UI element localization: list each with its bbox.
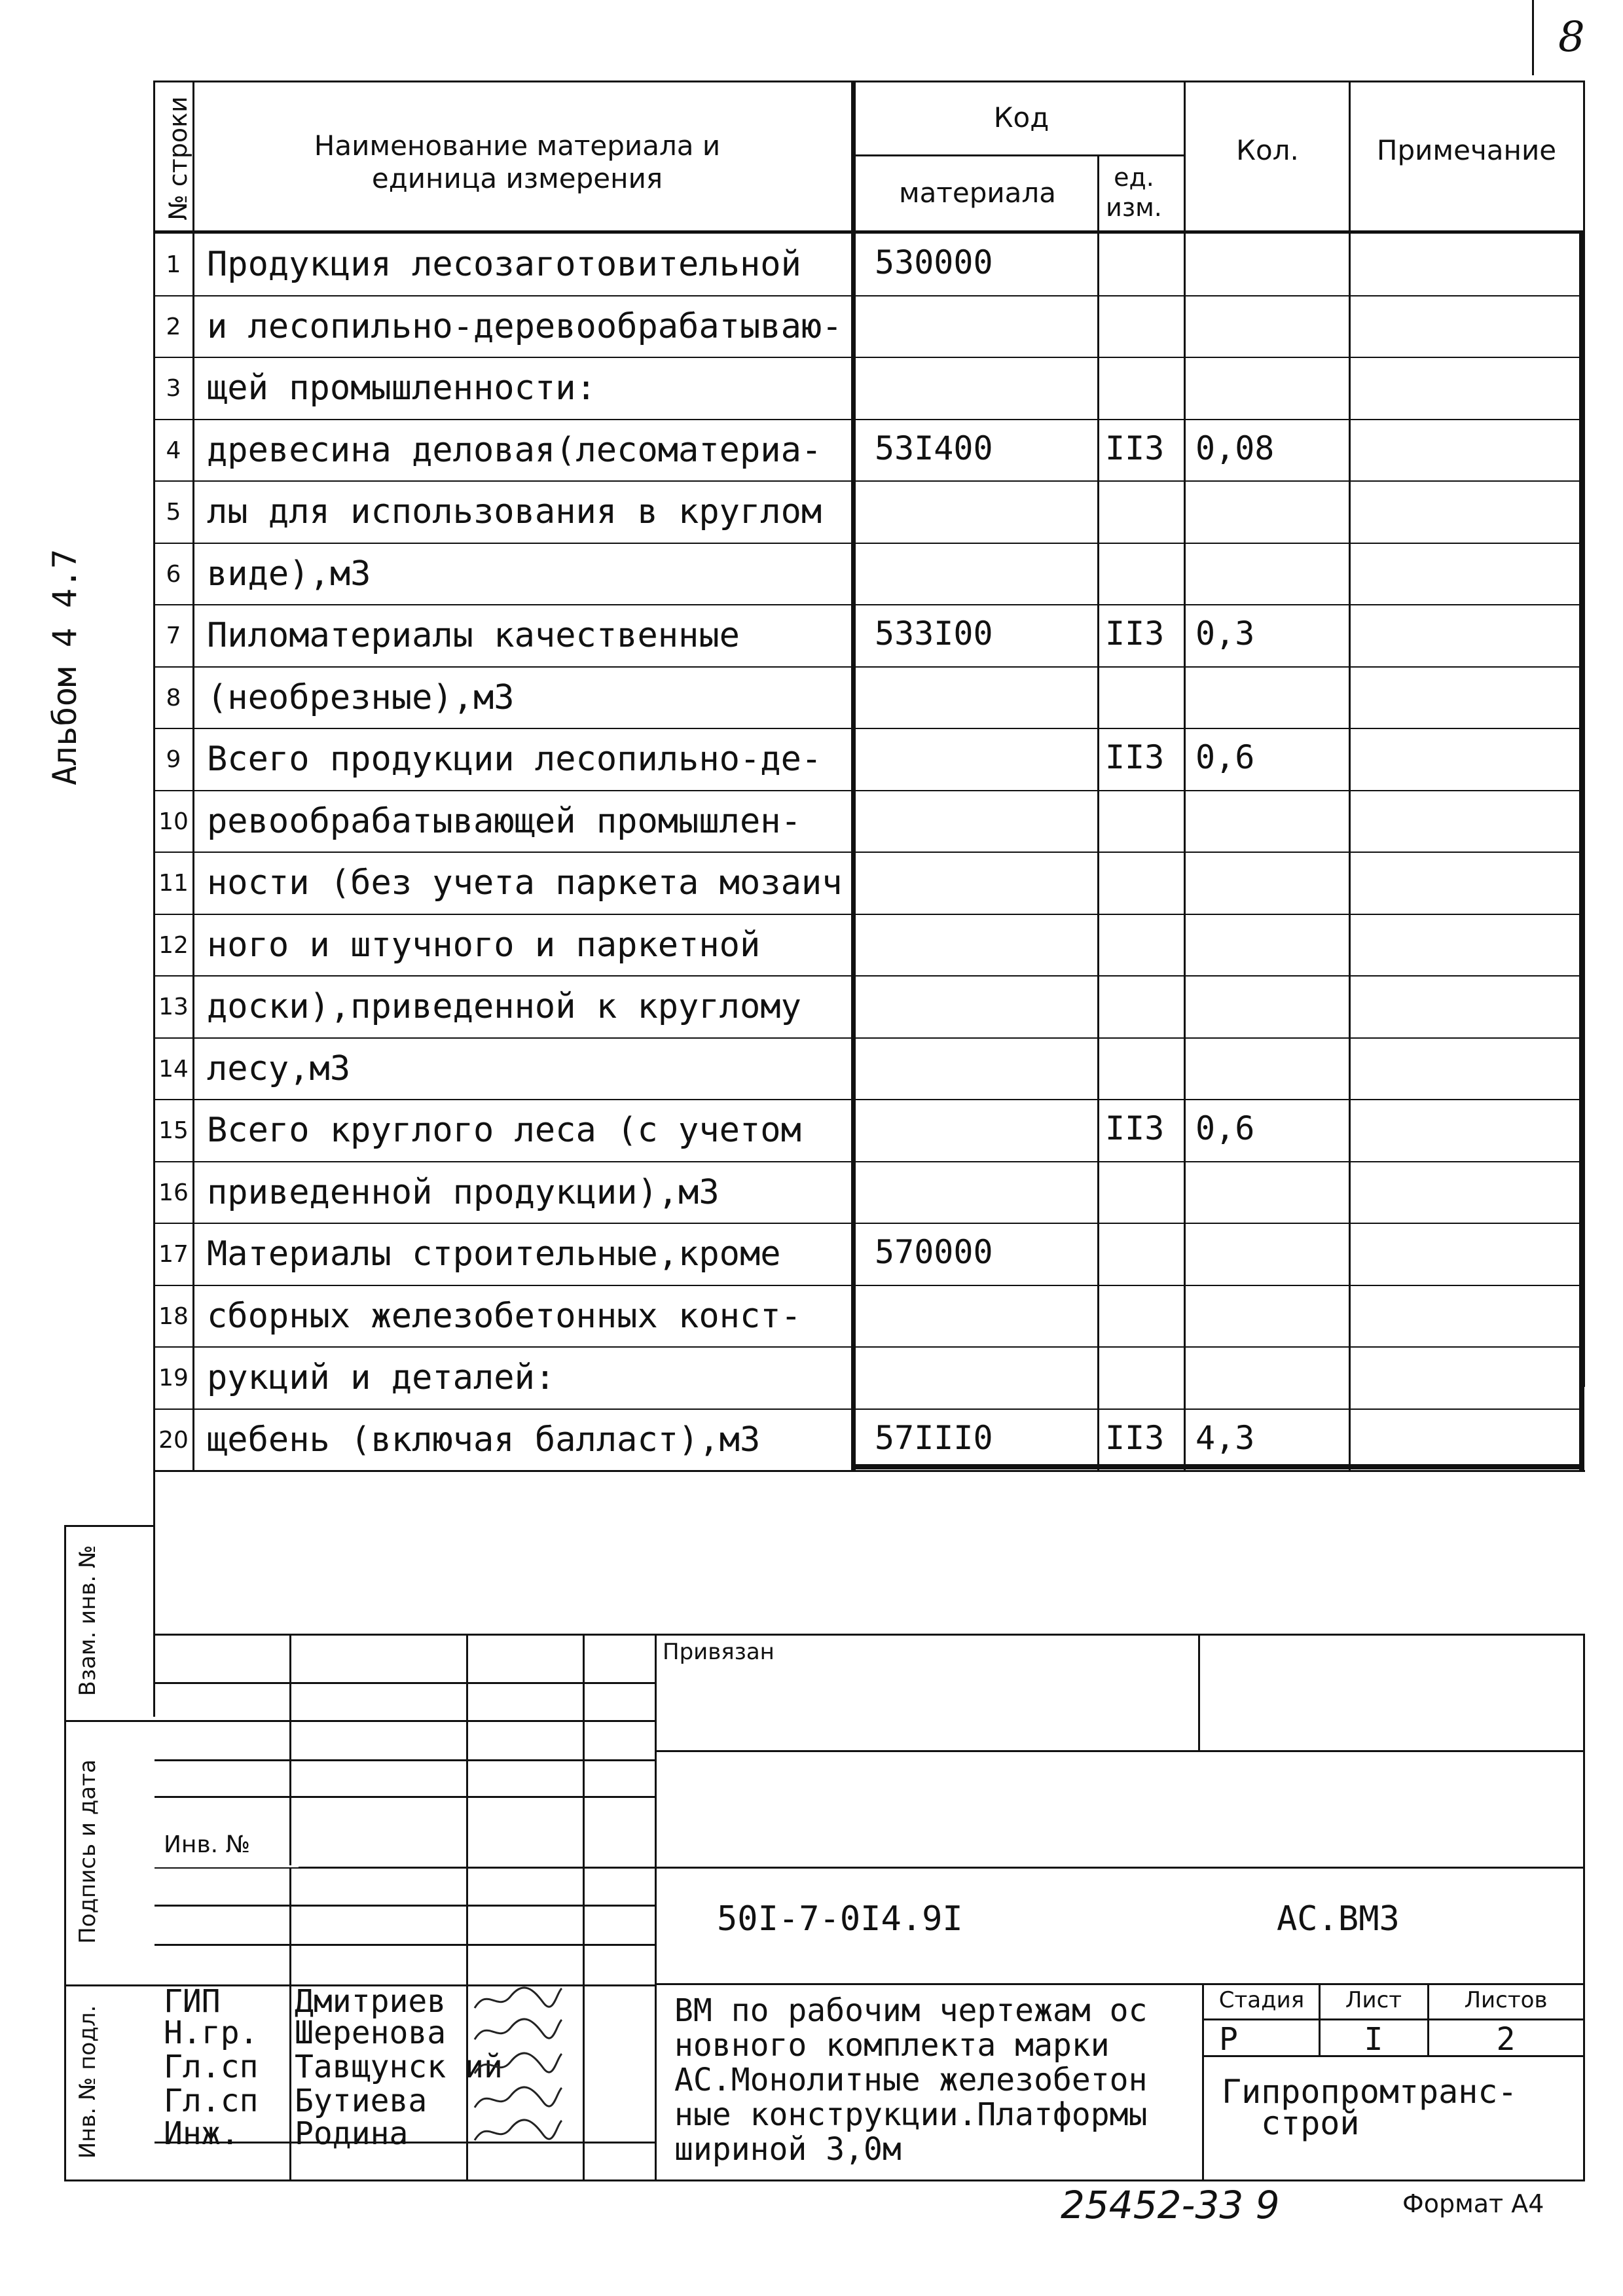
- sheet-label: Лист: [1345, 1987, 1402, 2013]
- row-number: 2: [166, 313, 181, 340]
- row-qty: 0,6: [1195, 1109, 1255, 1147]
- row-number: 14: [158, 1055, 189, 1083]
- row-divider: [155, 666, 1582, 668]
- album-label: Альбом 4 4.7: [46, 548, 84, 785]
- corner-line: [1532, 0, 1534, 75]
- row-divider: [155, 357, 1582, 358]
- row-qty: 4,3: [1195, 1418, 1255, 1457]
- row-code: 53I400: [875, 429, 993, 467]
- stage-value: Р: [1219, 2021, 1238, 2058]
- signature-mark: [471, 2049, 563, 2081]
- row-number: 10: [158, 808, 189, 835]
- row-name: ности (без учета паркета мозаич: [207, 863, 843, 903]
- signature-mark: [471, 2083, 563, 2115]
- row-number: 18: [158, 1302, 189, 1330]
- header-line-no: № строки: [164, 96, 192, 221]
- staff-name: Тавщунск ий: [295, 2049, 503, 2085]
- row-divider: [155, 604, 1582, 605]
- row-divider: [155, 543, 1582, 544]
- description-line: шириной 3,0м: [674, 2131, 902, 2168]
- row-code: 533I00: [875, 615, 993, 653]
- organization: [1222, 2073, 1518, 2142]
- row-divider: [155, 914, 1582, 915]
- staff-name: Шеренова: [295, 2015, 447, 2051]
- signature-mark: [471, 2115, 563, 2148]
- row-code: 570000: [875, 1233, 993, 1271]
- doc-mark: АС.ВМ3: [1277, 1899, 1400, 1939]
- row-number: 9: [166, 746, 181, 773]
- inv-no-label: Инв. №: [164, 1831, 251, 1858]
- row-number: 15: [158, 1117, 189, 1144]
- description-line: новного комплекта марки: [674, 2027, 1110, 2064]
- header-code: Код: [993, 101, 1049, 134]
- document-description: [674, 1994, 1147, 2167]
- row-divider: [155, 790, 1582, 791]
- row-name: сборных железобетонных конст-: [207, 1296, 801, 1336]
- row-name: ного и штучного и паркетной: [207, 925, 761, 965]
- row-qty: 0,08: [1195, 429, 1275, 467]
- staff-name: Родина: [295, 2115, 409, 2152]
- description-line: ные конструкции.Платформы: [674, 2096, 1148, 2133]
- row-number: 1: [166, 251, 181, 278]
- staff-name: Дмитриев: [295, 1983, 447, 2020]
- row-divider: [155, 419, 1582, 420]
- privyazan-label: Привязан: [663, 1639, 775, 1665]
- row-number: 3: [166, 375, 181, 402]
- row-number: 16: [158, 1179, 189, 1206]
- row-unit: II3: [1105, 1109, 1165, 1147]
- header-note: Примечание: [1376, 134, 1557, 166]
- row-code: 57III0: [875, 1418, 993, 1457]
- row-name: Всего продукции лесопильно-де-: [207, 740, 822, 779]
- row-unit: II3: [1105, 429, 1165, 467]
- row-name: щей промышленности:: [207, 368, 596, 408]
- row-number: 20: [158, 1426, 189, 1454]
- row-name: лесу,м3: [207, 1049, 351, 1088]
- sheet-value: I: [1364, 2021, 1383, 2058]
- row-divider: [155, 1037, 1582, 1039]
- staff-role: ГИП: [164, 1983, 221, 2020]
- staff-role: Инж.: [164, 2115, 240, 2152]
- page-number: 8: [1558, 13, 1585, 62]
- order-number: 25452-33 9: [1061, 2183, 1280, 2227]
- row-divider: [155, 728, 1582, 729]
- staff-role: Н.гр.: [164, 2015, 259, 2051]
- row-code: 530000: [875, 243, 993, 281]
- row-number: 19: [158, 1365, 189, 1391]
- row-number: 6: [166, 560, 181, 588]
- row-divider: [155, 295, 1582, 296]
- sheets-label: Листов: [1464, 1987, 1548, 2013]
- row-name: Пиломатериалы качественные: [207, 616, 740, 655]
- doc-code: 50I-7-0I4.9I: [717, 1899, 963, 1939]
- row-name: доски),приведенной к круглому: [207, 987, 801, 1026]
- organization-line: Гипропромтранс-: [1222, 2073, 1518, 2111]
- header-code-unit: ед. изм.: [1106, 163, 1162, 222]
- row-name: щебень (включая балласт),м3: [207, 1420, 761, 1460]
- header-code-material: материала: [898, 176, 1056, 209]
- row-divider: [155, 1161, 1582, 1162]
- row-qty: 0,3: [1195, 615, 1255, 653]
- staff-role: Гл.сп: [164, 2049, 259, 2085]
- row-unit: II3: [1105, 1418, 1165, 1457]
- row-number: 12: [158, 931, 189, 959]
- signature-mark: [471, 1983, 563, 2016]
- row-name: лы для использования в круглом: [207, 492, 822, 531]
- row-qty: 0,6: [1195, 738, 1255, 776]
- row-unit: II3: [1105, 615, 1165, 653]
- stamp-vzam-inv: Взам. инв. №: [75, 1545, 101, 1696]
- row-divider: [155, 1223, 1582, 1224]
- row-unit: II3: [1105, 738, 1165, 776]
- staff-role: Гл.сп: [164, 2083, 259, 2119]
- header-name: Наименование материала и единица измерения: [314, 129, 721, 194]
- row-name: виде),м3: [207, 554, 371, 594]
- row-number: 11: [158, 870, 189, 897]
- row-name: древесина деловая(лесоматериа-: [207, 430, 822, 470]
- header-qty: Кол.: [1236, 134, 1299, 166]
- row-divider: [155, 852, 1582, 853]
- row-divider: [155, 975, 1582, 977]
- format-label: Формат А4: [1402, 2189, 1544, 2218]
- row-divider: [155, 1285, 1582, 1286]
- stamp-inv-podl: Инв. № подл.: [75, 2005, 101, 2159]
- row-number: 7: [166, 622, 181, 649]
- description-line: АС.Монолитные железобетон: [674, 2062, 1148, 2098]
- row-name: приведенной продукции),м3: [207, 1172, 720, 1212]
- row-name: рукций и деталей:: [207, 1358, 556, 1397]
- row-name: Всего круглого леса (с учетом: [207, 1111, 801, 1150]
- sheets-value: 2: [1496, 2021, 1516, 2058]
- row-number: 13: [158, 994, 189, 1020]
- stage-label: Стадия: [1218, 1987, 1305, 2013]
- row-divider: [155, 1408, 1582, 1410]
- organization-line: строй: [1261, 2104, 1360, 2142]
- row-number: 5: [166, 499, 181, 526]
- stamp-podpis-data: Подпись и дата: [75, 1759, 101, 1944]
- signature-mark: [471, 2015, 563, 2047]
- row-name: и лесопильно-деревообрабатываю-: [207, 306, 843, 346]
- row-divider: [155, 1346, 1582, 1348]
- row-name: Продукция лесозаготовительной: [207, 245, 801, 284]
- row-name: ревообрабатывающей промышлен-: [207, 801, 801, 841]
- row-name: Материалы строительные,кроме: [207, 1234, 781, 1274]
- row-divider: [155, 480, 1582, 482]
- row-number: 4: [166, 437, 181, 464]
- row-number: 17: [158, 1241, 189, 1268]
- row-number: 8: [166, 684, 181, 711]
- row-divider: [155, 1099, 1582, 1100]
- staff-name: Бутиева: [295, 2083, 428, 2119]
- description-line: ВМ по рабочим чертежам ос: [674, 1992, 1148, 2029]
- row-name: (необрезные),м3: [207, 677, 515, 717]
